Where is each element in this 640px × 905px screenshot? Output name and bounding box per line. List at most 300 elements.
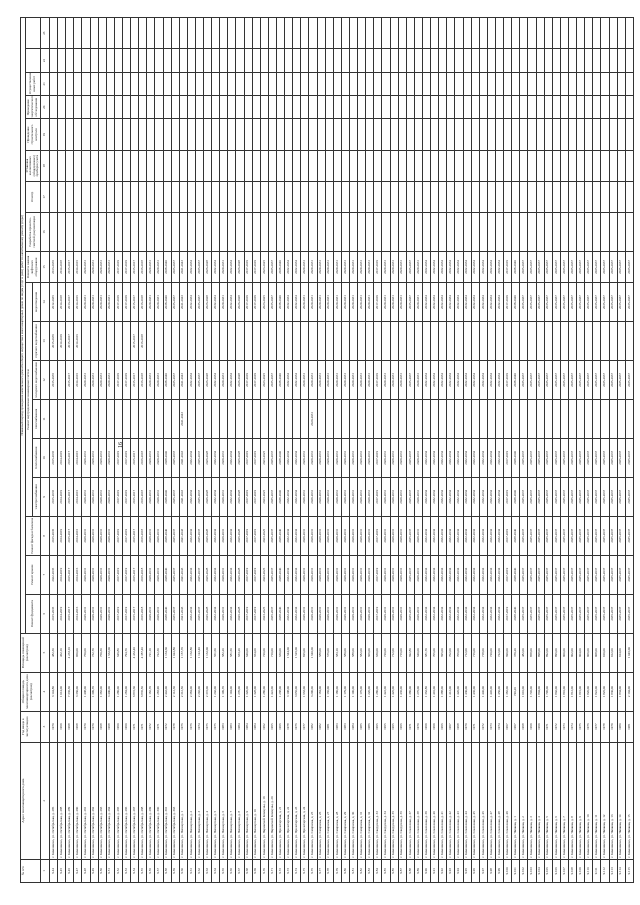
table-cell [593, 322, 601, 361]
table-cell [179, 72, 187, 95]
table-cell: 2032-2034 [187, 251, 195, 282]
row-address: г. Камешково, ул. Октябрьская, д. 293 [98, 742, 106, 859]
table-cell: 2029-2031 [390, 283, 398, 322]
table-cell [277, 72, 285, 95]
table-row [544, 18, 552, 883]
table-cell: 2032-2034 [439, 438, 447, 477]
table-cell: 2029-2031 [325, 438, 333, 477]
table-cell: 1984 [350, 711, 358, 742]
table-cell [195, 181, 203, 212]
table-cell: 2032-2034 [495, 477, 503, 516]
table-cell: 2029-2031 [350, 477, 358, 516]
table-cell [544, 212, 552, 251]
table-cell [382, 322, 390, 361]
table-cell [106, 119, 114, 150]
table-cell: 2023-2025 [260, 555, 268, 594]
table-cell: 2032-2034 [479, 438, 487, 477]
table-cell [195, 150, 203, 181]
row-address: г. Камешково, ул. Пионерская, д. 1 [179, 742, 187, 859]
row-number: 9.91 [431, 859, 439, 882]
page-number: 16 [118, 442, 124, 448]
table-cell [544, 322, 552, 361]
table-cell: 2038-2040 [277, 516, 285, 555]
table-cell: 2038-2040 [163, 594, 171, 633]
table-cell: 2035-2037 [609, 555, 617, 594]
row-number: 9.59 [171, 859, 179, 882]
row-address: г. Камешково, ул. Совхозная, д. 46 [479, 742, 487, 859]
table-cell: 2035-2037 [406, 438, 414, 477]
table-cell [439, 181, 447, 212]
table-cell: 2035-2037 [617, 360, 625, 399]
table-cell: 2017-2019 [122, 594, 130, 633]
table-cell [333, 150, 341, 181]
table-cell: 2032-2034 [293, 438, 301, 477]
row-number: 9.80 [341, 859, 349, 882]
table-cell [139, 18, 147, 49]
table-cell [82, 150, 90, 181]
row-number: 9.54 [131, 859, 139, 882]
table-cell [171, 212, 179, 251]
table-cell [204, 49, 212, 72]
row-address: г. Камешково, ул. Чапаева, д. 15 [625, 742, 633, 859]
table-cell [244, 119, 252, 150]
table-cell: 2014-2016 [74, 322, 82, 361]
table-cell: 2029-2031 [147, 283, 155, 322]
table-cell: 2035-2037 [617, 594, 625, 633]
table-cell [495, 49, 503, 72]
table-cell [277, 181, 285, 212]
table-cell: 2029-2031 [341, 360, 349, 399]
table-cell: 2017-2019 [114, 477, 122, 516]
table-cell [504, 212, 512, 251]
table-cell: 1 362,80 [423, 672, 431, 711]
table-cell [147, 18, 155, 49]
table-cell: 2026-2028 [204, 251, 212, 282]
table-cell [341, 72, 349, 95]
table-row [277, 18, 285, 883]
table-cell: 2035-2037 [536, 555, 544, 594]
table-cell: 2035-2037 [625, 594, 633, 633]
table-cell: 2016-2018 [139, 438, 147, 477]
table-cell [147, 72, 155, 95]
table-cell: 2032-2034 [439, 594, 447, 633]
table-cell: 2029-2031 [301, 594, 309, 633]
table-cell: 2032-2034 [423, 360, 431, 399]
table-cell: 681,70 [423, 633, 431, 672]
table-cell [625, 322, 633, 361]
table-cell: 2032-2034 [439, 516, 447, 555]
table-cell [341, 18, 349, 49]
table-cell: 2029-2031 [358, 516, 366, 555]
table-cell: 2014-2019 [58, 477, 66, 516]
table-cell [528, 150, 536, 181]
table-cell: 1 010,00 [520, 672, 528, 711]
table-cell: 2032-2034 [495, 555, 503, 594]
table-cell [309, 18, 317, 49]
table-cell [358, 119, 366, 150]
table-cell: 1983 [333, 711, 341, 742]
table-cell: 646,80 [114, 633, 122, 672]
table-cell [528, 212, 536, 251]
table-cell: 2029-2031 [106, 516, 114, 555]
table-cell: 2032-2034 [447, 594, 455, 633]
table-cell: 692,80 [406, 633, 414, 672]
table-cell: 2017-2019 [504, 283, 512, 322]
table-cell: 6 872,60 [131, 672, 139, 711]
table-cell: 2038-2040 [512, 438, 520, 477]
table-cell: 1 663,00 [301, 672, 309, 711]
table-cell [577, 399, 585, 438]
table-cell: 2029-2031 [147, 594, 155, 633]
row-address: г. Камешково, ул. Пионерская, д. 10 [252, 742, 260, 859]
table-cell: 2032-2034 [431, 251, 439, 282]
table-cell [171, 322, 179, 361]
table-cell: 2016-2018 [139, 322, 147, 361]
table-cell [520, 49, 528, 72]
table-cell [341, 212, 349, 251]
row-address: г. Камешково, ул. Смирнова, д. 31 [358, 742, 366, 859]
table-cell [58, 49, 66, 72]
row-number: 9.115 [625, 859, 633, 882]
table-cell: 2029-2031 [147, 360, 155, 399]
table-cell [285, 181, 293, 212]
table-cell: 1983 [341, 711, 349, 742]
table-cell [325, 150, 333, 181]
table-cell [617, 181, 625, 212]
table-cell: 4 432,40 [131, 633, 139, 672]
table-cell [560, 181, 568, 212]
table-cell: 2029-2031 [309, 594, 317, 633]
table-cell: 2029-2031 [341, 594, 349, 633]
table-cell [317, 181, 325, 212]
table-cell [447, 399, 455, 438]
table-cell: 2029-2031 [350, 594, 358, 633]
table-cell: 2029-2031 [301, 438, 309, 477]
table-cell: 2032-2034 [471, 283, 479, 322]
table-cell: 712,00 [463, 633, 471, 672]
table-cell [139, 96, 147, 119]
table-cell: 1984 [236, 711, 244, 742]
table-cell [82, 212, 90, 251]
table-cell: 2029-2031 [155, 555, 163, 594]
table-cell [455, 181, 463, 212]
table-cell [625, 72, 633, 95]
table-cell: 2029-2031 [317, 594, 325, 633]
table-cell: 2029-2031 [333, 516, 341, 555]
table-cell [463, 181, 471, 212]
table-cell [536, 18, 544, 49]
table-row [560, 18, 568, 883]
table-cell: 906,00 [585, 633, 593, 672]
row-number: 9.101 [512, 859, 520, 882]
table-cell: 2035-2037 [617, 555, 625, 594]
row-number: 9.77 [317, 859, 325, 882]
table-cell: 712,00 [390, 633, 398, 672]
table-cell [82, 181, 90, 212]
table-cell [552, 181, 560, 212]
table-cell [252, 399, 260, 438]
table-cell: 2032-2034 [293, 360, 301, 399]
table-cell [106, 150, 114, 181]
table-cell: 722,30 [155, 633, 163, 672]
table-cell: 1976 [293, 711, 301, 742]
table-cell [155, 49, 163, 72]
table-cell: 2029-2031 [309, 516, 317, 555]
table-cell: 2029-2031 [155, 516, 163, 555]
table-cell: 1962 [260, 711, 268, 742]
table-cell: 2035-2037 [609, 477, 617, 516]
table-cell [301, 49, 309, 72]
table-cell: 2014-2016 [74, 477, 82, 516]
table-cell: 1960 [122, 711, 130, 742]
table-cell: 2035-2037 [552, 251, 560, 282]
table-cell [593, 49, 601, 72]
table-cell: 2014-2016 [74, 283, 82, 322]
row-address: г. Камешково, ул. Пионерская, д. 8 [236, 742, 244, 859]
table-cell: 2029-2031 [341, 251, 349, 282]
table-cell [147, 399, 155, 438]
table-cell [58, 96, 66, 119]
table-cell: 2026-2028 [204, 594, 212, 633]
table-cell [147, 212, 155, 251]
table-cell: 2023-2025 [260, 594, 268, 633]
table-cell: 1 450,00 [495, 672, 503, 711]
table-cell [585, 150, 593, 181]
sub-header-meters: Установка коллективных (общедомовых) приборов учета [25, 150, 40, 181]
table-cell [74, 212, 82, 251]
table-cell [268, 212, 276, 251]
table-cell: 2029-2031 [382, 251, 390, 282]
table-cell [179, 322, 187, 361]
table-cell: 2029-2031 [220, 360, 228, 399]
table-cell [447, 322, 455, 361]
table-cell [252, 72, 260, 95]
table-cell [471, 119, 479, 150]
table-cell: 2032-2034 [293, 516, 301, 555]
table-cell [520, 181, 528, 212]
table-cell [244, 18, 252, 49]
table-cell [228, 72, 236, 95]
system-gas: газоснабжения [33, 399, 41, 438]
table-cell [260, 212, 268, 251]
table-cell: 2032-2034 [431, 516, 439, 555]
table-cell [58, 212, 66, 251]
row-address: г. Камешково, ул. Совхозная, д. 49 [504, 742, 512, 859]
table-cell [252, 322, 260, 361]
table-cell [479, 399, 487, 438]
table-cell [212, 72, 220, 95]
table-cell: 2035-2037 [568, 251, 576, 282]
table-cell: 2035-2037 [601, 477, 609, 516]
table-cell [212, 96, 220, 119]
table-cell: 2035-2037 [520, 555, 528, 594]
table-cell [58, 181, 66, 212]
table-cell [390, 212, 398, 251]
table-cell [122, 72, 130, 95]
table-cell: 1971 [139, 711, 147, 742]
table-cell [439, 119, 447, 150]
table-cell [382, 18, 390, 49]
table-cell [358, 181, 366, 212]
table-cell [593, 399, 601, 438]
table-cell: 2035-2037 [171, 360, 179, 399]
table-cell [333, 72, 341, 95]
table-cell: 2038-2040 [277, 251, 285, 282]
table-cell [447, 49, 455, 72]
table-cell: 2029-2031 [82, 251, 90, 282]
table-row [398, 18, 406, 883]
table-cell: 2035-2037 [625, 438, 633, 477]
table-cell: 2029-2031 [301, 477, 309, 516]
table-cell: 2029-2031 [90, 360, 98, 399]
row-address: г. Камешково, ул. Чапаева, д. 10 [585, 742, 593, 859]
table-cell: 2035-2037 [585, 594, 593, 633]
table-cell: 2032-2034 [495, 438, 503, 477]
table-cell [495, 399, 503, 438]
table-cell: 1 134,60 [163, 633, 171, 672]
table-row [66, 18, 74, 883]
table-cell: 716,00 [398, 633, 406, 672]
table-cell [366, 96, 374, 119]
table-row [366, 18, 374, 883]
table-cell: 2035-2037 [625, 360, 633, 399]
table-cell [423, 49, 431, 72]
table-cell: 2029-2031 [82, 555, 90, 594]
table-cell [244, 181, 252, 212]
table-cell: 2017-2019 [244, 516, 252, 555]
table-cell: 2032-2034 [212, 594, 220, 633]
table-cell: 2029-2031 [98, 360, 106, 399]
table-cell: 2017-2019 [122, 438, 130, 477]
table-cell: 2029-2031 [358, 251, 366, 282]
table-cell: 2032-2034 [455, 360, 463, 399]
table-cell [609, 181, 617, 212]
table-cell [179, 150, 187, 181]
table-cell: 2029-2031 [147, 477, 155, 516]
table-cell: 1968 [98, 711, 106, 742]
table-cell: 2038-2040 [512, 555, 520, 594]
table-cell: 2035-2037 [601, 283, 609, 322]
row-address: г. Камешково, ул. Октябрьская, д. 296 [122, 742, 130, 859]
table-cell: 2032-2034 [423, 555, 431, 594]
row-number: 9.92 [439, 859, 447, 882]
row-number: 9.97 [479, 859, 487, 882]
table-cell [66, 96, 74, 119]
table-cell: 2017-2019 [504, 555, 512, 594]
table-cell: 2035-2037 [593, 594, 601, 633]
table-cell: 2029-2031 [366, 283, 374, 322]
table-cell [341, 96, 349, 119]
table-cell: 2035-2037 [609, 251, 617, 282]
table-cell: 2032-2034 [228, 477, 236, 516]
table-cell [463, 150, 471, 181]
table-cell [139, 72, 147, 95]
table-cell [471, 322, 479, 361]
table-cell: 2017-2019 [244, 555, 252, 594]
table-cell: 2035-2037 [593, 438, 601, 477]
table-cell: 2032-2034 [228, 555, 236, 594]
row-address: г. Камешково, ул. Пионерская, д. 5 [212, 742, 220, 859]
table-cell: 2029-2031 [317, 251, 325, 282]
table-cell [195, 399, 203, 438]
row-address: г. Камешково, ул. Пионерская, д. 6 [220, 742, 228, 859]
row-address: г. Камешково, ул. Совхозная, д. 41 [439, 742, 447, 859]
table-cell [171, 150, 179, 181]
table-cell [350, 399, 358, 438]
table-cell [317, 18, 325, 49]
table-cell [431, 18, 439, 49]
table-cell: 2015-2017 [131, 594, 139, 633]
table-cell: 1977 [301, 711, 309, 742]
table-cell: 2014-2016 [74, 360, 82, 399]
table-row [74, 18, 82, 883]
table-cell [179, 119, 187, 150]
table-cell: 2035-2037 [536, 360, 544, 399]
row-number: 9.83 [366, 859, 374, 882]
table-cell [301, 96, 309, 119]
table-cell [171, 72, 179, 95]
table-row [317, 18, 325, 883]
table-cell: 2017-2019 [114, 438, 122, 477]
table-cell [366, 212, 374, 251]
table-cell: 1970 [463, 711, 471, 742]
table-cell: 1 440,00 [479, 672, 487, 711]
table-cell: 2032-2034 [285, 438, 293, 477]
table-cell [568, 399, 576, 438]
table-cell: 2029-2031 [382, 283, 390, 322]
table-cell: 2015-2017 [131, 322, 139, 361]
table-cell: 2035-2037 [577, 360, 585, 399]
table-cell: 2035-2037 [577, 516, 585, 555]
table-cell: 2015-2035 [49, 594, 57, 633]
table-cell [147, 322, 155, 361]
table-cell: 2035-2037 [560, 555, 568, 594]
table-cell: 1 399,70 [90, 672, 98, 711]
row-address: г. Камешково, ул. Чапаева, д. 11 [593, 742, 601, 859]
table-cell [106, 322, 114, 361]
table-cell [155, 18, 163, 49]
table-cell: 2015-2017 [66, 322, 74, 361]
row-number: 9.63 [204, 859, 212, 882]
table-cell: 2029-2031 [317, 360, 325, 399]
table-cell [268, 18, 276, 49]
table-cell [333, 181, 341, 212]
table-cell: 1 014,00 [58, 672, 66, 711]
table-cell [195, 18, 203, 49]
table-cell [122, 49, 130, 72]
table-cell: 2017-2019 [374, 438, 382, 477]
table-cell: 2017-2019 [374, 477, 382, 516]
table-cell: 2014-2019 [58, 322, 66, 361]
table-cell [601, 119, 609, 150]
table-cell: 2035-2037 [268, 516, 276, 555]
table-cell [423, 181, 431, 212]
table-cell [58, 18, 66, 49]
row-address: г. Камешково, ул. Чапаева, д. 6 [552, 742, 560, 859]
table-cell [512, 18, 520, 49]
row-address: г. Камешково, ул. Совхозная, д. 38 [414, 742, 422, 859]
table-cell: 2032-2034 [479, 360, 487, 399]
table-cell: 826,00 [301, 633, 309, 672]
table-cell: 2029-2031 [366, 594, 374, 633]
row-number: 9.66 [228, 859, 236, 882]
repair-schedule-table [20, 17, 634, 883]
row-address: г. Камешково, ул. Октябрьская, д. 300 [155, 742, 163, 859]
table-cell: 2035-2037 [195, 555, 203, 594]
table-cell: 2035-2037 [585, 251, 593, 282]
table-cell [74, 18, 82, 49]
table-cell: 2035-2037 [536, 477, 544, 516]
